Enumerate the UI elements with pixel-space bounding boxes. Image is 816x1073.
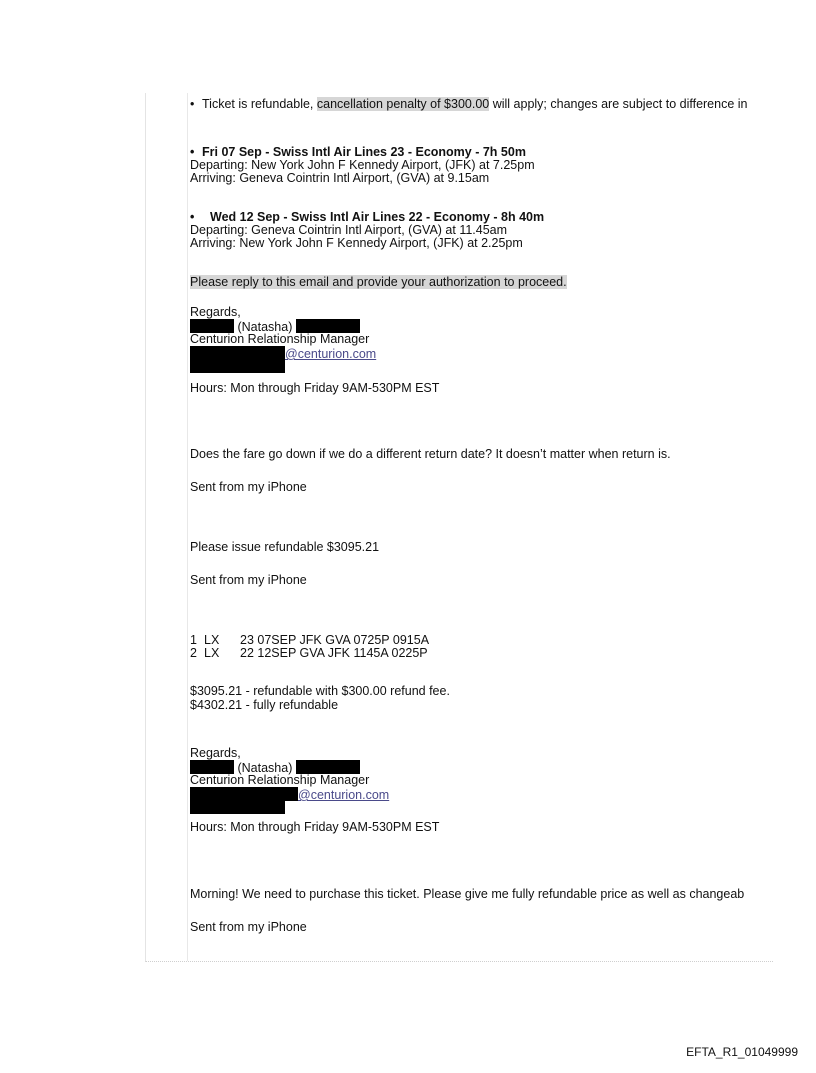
signature1-email-link[interactable]: @centurion.com <box>285 347 377 361</box>
redaction-block <box>190 346 285 360</box>
flight2-title-text: Wed 12 Sep - Swiss Intl Air Lines 22 - Economy - 8h 40m <box>210 210 545 224</box>
itinerary-detail: 22 12SEP GVA JFK 1145A 0225P <box>240 646 428 660</box>
refund-penalty-highlight: cancellation penalty of $300.00 <box>316 97 490 111</box>
flight2-departing: Departing: Geneva Cointrin Intl Airport, (GVA) at 11.45am <box>190 223 508 237</box>
redaction-block <box>190 760 234 774</box>
redaction-block <box>190 787 298 801</box>
signature2-name: (Natasha) <box>237 761 293 775</box>
bullet: • <box>190 97 195 111</box>
redaction-block <box>296 319 360 333</box>
signature1-name: (Natasha) <box>237 320 293 334</box>
email5-sent-from: Sent from my iPhone <box>190 920 307 934</box>
price-fully-refundable: $4302.21 - fully refundable <box>190 698 339 712</box>
bullet: • <box>190 145 195 159</box>
refund-note-suffix: will apply; changes are subject to difference in <box>489 97 748 111</box>
email3-request: Please issue refundable $3095.21 <box>190 540 380 554</box>
redaction-block <box>190 319 234 333</box>
document-id-footer: EFTA_R1_01049999 <box>686 1045 798 1059</box>
signature1-hours: Hours: Mon through Friday 9AM-530PM EST <box>190 381 440 395</box>
signature1-regards: Regards, <box>190 305 241 319</box>
redaction-block <box>190 801 285 814</box>
authorization-request <box>190 276 567 289</box>
itinerary-row-2 <box>190 647 428 660</box>
refund-note-prefix: Ticket is refundable, <box>202 97 317 111</box>
signature1-email-line <box>190 346 376 361</box>
email-thread-frame <box>145 93 773 962</box>
itinerary-num: 2 <box>190 646 197 660</box>
signature2-regards: Regards, <box>190 746 241 760</box>
itinerary-carrier: LX <box>204 633 220 647</box>
signature2-hours: Hours: Mon through Friday 9AM-530PM EST <box>190 820 440 834</box>
redaction-block <box>190 360 285 373</box>
email5-message: Morning! We need to purchase this ticket. Please give me fully refundable price as well as changeab <box>190 887 745 901</box>
signature1-role: Centurion Relationship Manager <box>190 332 370 346</box>
price-refundable-fee: $3095.21 - refundable with $300.00 refund fee. <box>190 684 450 698</box>
flight1-departing: Departing: New York John F Kennedy Airport, (JFK) at 7.25pm <box>190 158 535 172</box>
flight2-arriving: Arriving: New York John F Kennedy Airport, (JFK) at 2.25pm <box>190 236 523 250</box>
itinerary-carrier: LX <box>204 646 220 660</box>
refund-note <box>190 98 748 111</box>
signature2-role: Centurion Relationship Manager <box>190 773 370 787</box>
signature2-email-line <box>190 787 389 802</box>
flight1-title-text: Fri 07 Sep - Swiss Intl Air Lines 23 - Economy - 7h 50m <box>202 145 526 159</box>
itinerary-detail: 23 07SEP JFK GVA 0725P 0915A <box>240 633 430 647</box>
authorization-highlight: Please reply to this email and provide your authorization to proceed. <box>190 275 567 289</box>
email2-question: Does the fare go down if we do a different return date? It doesn’t matter when return is. <box>190 447 671 461</box>
signature2-email-link[interactable]: @centurion.com <box>298 788 390 802</box>
email-thread-body <box>187 93 773 961</box>
email2-sent-from: Sent from my iPhone <box>190 480 307 494</box>
itinerary-num: 1 <box>190 633 197 647</box>
email3-sent-from: Sent from my iPhone <box>190 573 307 587</box>
bullet: • <box>190 210 195 224</box>
redaction-block <box>296 760 360 774</box>
flight1-arriving: Arriving: Geneva Cointrin Intl Airport, (GVA) at 9.15am <box>190 171 490 185</box>
